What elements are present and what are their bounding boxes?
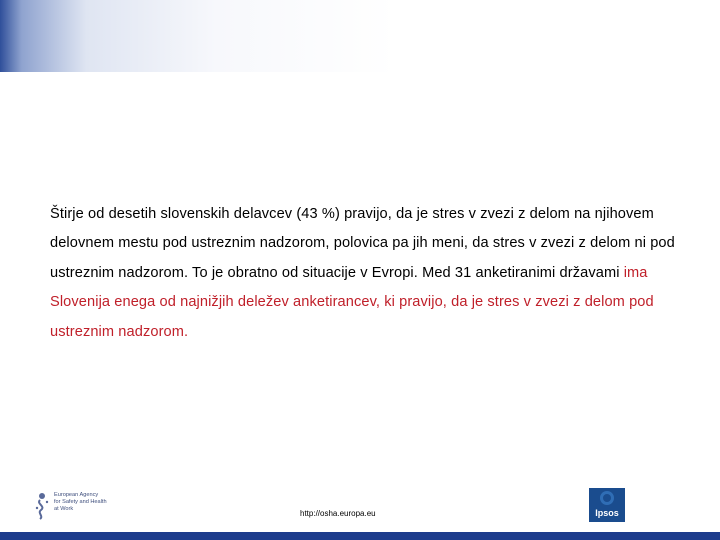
main-paragraph (50, 200, 690, 347)
header-gradient-band (0, 0, 720, 72)
ipsos-logo-text: Ipsos (595, 508, 619, 518)
ipsos-emblem-icon (589, 488, 625, 508)
eu-osha-emblem-icon (34, 490, 52, 520)
bottom-bar (0, 532, 720, 540)
eu-osha-logo (34, 490, 124, 522)
paragraph-highlight: ima Slovenija enega od najnižjih deležev anketirancev, ki pravijo, da je stres v zvezi z delom pod ustreznim nadzorom. (50, 264, 654, 340)
paragraph-text: Štirje od desetih slovenskih delavcev (43 %) pravijo, da je stres v zvezi z delom na njihovem delovnem mestu pod ustreznim nadzorom, polovica pa jih meni, da stres v zvezi z delom ni pod ustreznim nadzorom. To je obratno od situacije v Evropi. Med 31 anketiranimi državami (50, 206, 675, 281)
eu-osha-logo-text: European Agency for Safety and Health at Work (54, 492, 107, 512)
footer-url[interactable]: http://osha.europa.eu (300, 509, 376, 518)
ipsos-logo (589, 488, 625, 522)
